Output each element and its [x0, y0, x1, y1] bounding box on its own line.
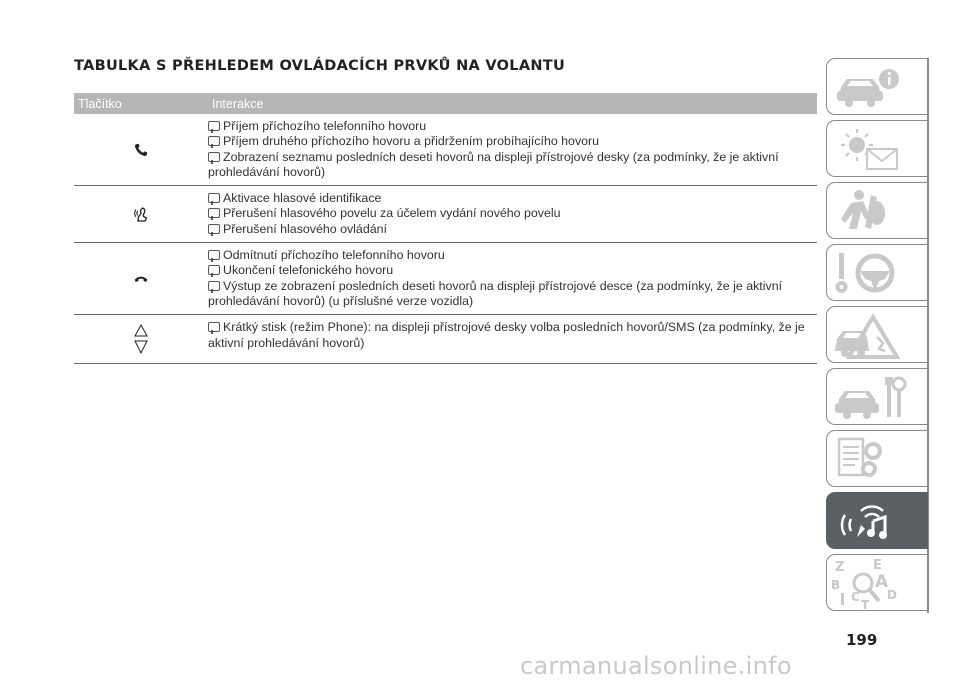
list-item: Zobrazení seznamu posledních deseti hovorů na displeji přístrojové desky (za podmínky, že je aktivní prohledávání hovorů) — [208, 149, 779, 179]
emergency-breakdown-icon — [827, 307, 928, 363]
bullet-icon — [208, 208, 220, 218]
phone-answer-icon — [134, 143, 148, 157]
table-row — [74, 114, 817, 186]
list-item: Přerušení hlasového povelu za účelem vydání nového povelu — [208, 206, 813, 221]
list-item: Příjem druhého příchozího hovoru a přidržením probíhajícího hovoru — [208, 134, 813, 149]
sidebar-tab-emergency[interactable] — [826, 306, 928, 363]
bullet-icon — [208, 136, 220, 146]
phone-hangup-icon — [134, 275, 148, 283]
up-down-arrows-icon — [134, 324, 148, 354]
sidebar-tab-maintenance[interactable] — [826, 368, 928, 425]
watermark: carmanualsonline.info — [520, 652, 792, 680]
table-row — [74, 243, 817, 315]
list-item: Odmítnutí příchozího telefonního hovoru — [208, 248, 813, 263]
sidebar-tab-car-info[interactable] — [826, 58, 928, 115]
list-item: Přerušení hlasového ovládání — [208, 222, 813, 237]
alphabetical-index-icon — [827, 555, 928, 611]
bullet-icon — [208, 281, 220, 291]
list-item: Aktivace hlasové identifikace — [208, 191, 813, 206]
sidebar-tab-warning-lights[interactable] — [826, 120, 928, 177]
svg-text:T: T — [861, 598, 870, 612]
voice-command-icon — [134, 206, 148, 222]
multimedia-icon — [827, 493, 928, 549]
table-header — [74, 93, 817, 114]
controls-table — [74, 93, 817, 364]
car-maintenance-icon — [827, 369, 928, 425]
sidebar-tab-technical-data[interactable] — [826, 430, 928, 487]
bullet-icon — [208, 152, 220, 162]
sidebar-tab-safety[interactable] — [826, 182, 928, 239]
svg-text:B: B — [831, 578, 841, 592]
table-row — [74, 186, 817, 243]
sidebar-tab-starting-driving[interactable] — [826, 244, 928, 301]
sidebar-tab-index[interactable] — [826, 554, 928, 611]
chapter-sidebar — [826, 58, 928, 616]
technical-data-icon — [827, 431, 928, 487]
steering-key-icon — [827, 245, 928, 301]
list-item: Krátký stisk (režim Phone): na displeji přístrojové desky volba posledních hovorů/SMS (za podmínky, že je aktivní prohledávání hovorů) — [208, 320, 805, 350]
list-item: Příjem příchozího telefonního hovoru — [208, 119, 813, 134]
bullet-icon — [208, 322, 220, 332]
safety-airbag-icon — [827, 183, 928, 239]
bullet-icon — [208, 250, 220, 260]
sidebar-tab-multimedia[interactable] — [826, 492, 928, 549]
car-info-icon — [827, 59, 928, 115]
bullet-icon — [208, 224, 220, 234]
column-header-button: Tlačítko — [78, 96, 122, 111]
list-item: Ukončení telefonického hovoru — [208, 263, 813, 278]
column-header-interaction: Interakce — [212, 96, 264, 111]
svg-text:A: A — [875, 572, 889, 592]
bullet-icon — [208, 265, 220, 275]
svg-text:C: C — [851, 590, 860, 604]
page-number: 199 — [846, 631, 878, 649]
svg-text:E: E — [873, 558, 882, 573]
svg-text:D: D — [887, 588, 897, 602]
list-item: Výstup ze zobrazení posledních deseti hovorů na displeji přístrojové desce (za podmínky, že je aktivní prohledávání hovorů) (u příslušné verze vozidla) — [208, 278, 783, 308]
svg-text:Z: Z — [835, 560, 845, 575]
section-title: TABULKA S PŘEHLEDEM OVLÁDACÍCH PRVKŮ NA VOLANTU — [74, 58, 566, 74]
bullet-icon — [208, 121, 220, 131]
warning-lights-icon — [827, 121, 928, 177]
table-row — [74, 315, 817, 364]
bullet-icon — [208, 193, 220, 203]
